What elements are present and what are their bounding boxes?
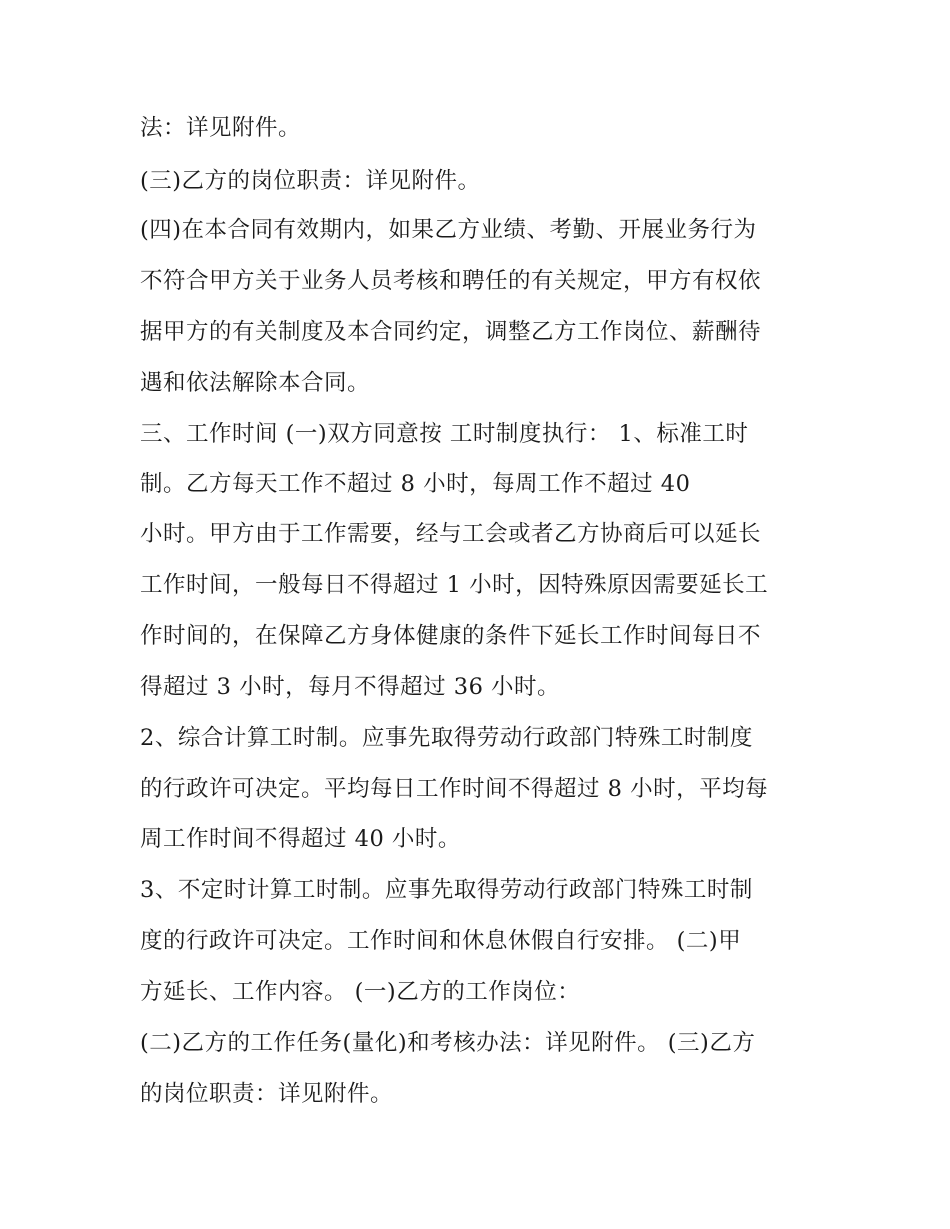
text-line: 得超过 3 小时，每月不得超过 36 小时。 (140, 674, 561, 700)
text-line: 遇和依法解除本合同。 (140, 370, 371, 396)
text-line: 2、综合计算工时制。应事先取得劳动行政部门特殊工时制度 (140, 725, 753, 751)
text-line: 3、不定时计算工时制。应事先取得劳动行政部门特殊工时制 (140, 877, 753, 903)
text-line: 方延长、工作内容。 (一)乙方的工作岗位： (140, 979, 581, 1005)
text-line: 作时间的，在保障乙方身体健康的条件下延长工作时间每日不 (140, 623, 762, 649)
text-line: 度的行政许可决定。工作时间和休息休假自行安排。 (二)甲 (140, 928, 742, 954)
text-line: 不符合甲方关于业务人员考核和聘任的有关规定，甲方有权依 (140, 268, 762, 294)
text-line: 法：详见附件。 (140, 115, 302, 141)
text-line: 工作时间，一般每日不得超过 1 小时，因特殊原因需要延长工 (140, 572, 769, 598)
text-line: 小时。甲方由于工作需要，经与工会或者乙方协商后可以延长 (140, 521, 762, 547)
text-line: 据甲方的有关制度及本合同约定，调整乙方工作岗位、薪酬待 (140, 319, 762, 345)
text-line: 的行政许可决定。平均每日工作时间不得超过 8 小时，平均每 (140, 776, 769, 802)
text-line: 制。乙方每天工作不超过 8 小时，每周工作不超过 40 (140, 471, 691, 497)
text-line: (四)在本合同有效期内，如果乙方业绩、考勤、开展业务行为 (140, 217, 757, 243)
text-line: (三)乙方的岗位职责：详见附件。 (140, 168, 481, 194)
text-line: 的岗位职责：详见附件。 (140, 1081, 394, 1107)
text-line: 周工作时间不得超过 40 小时。 (140, 826, 461, 852)
text-line: 三、工作时间 (一)双方同意按 工时制度执行： 1、标准工时 (140, 421, 749, 447)
text-line: (二)乙方的工作任务(量化)和考核办法：详见附件。 (三)乙方 (140, 1030, 756, 1056)
